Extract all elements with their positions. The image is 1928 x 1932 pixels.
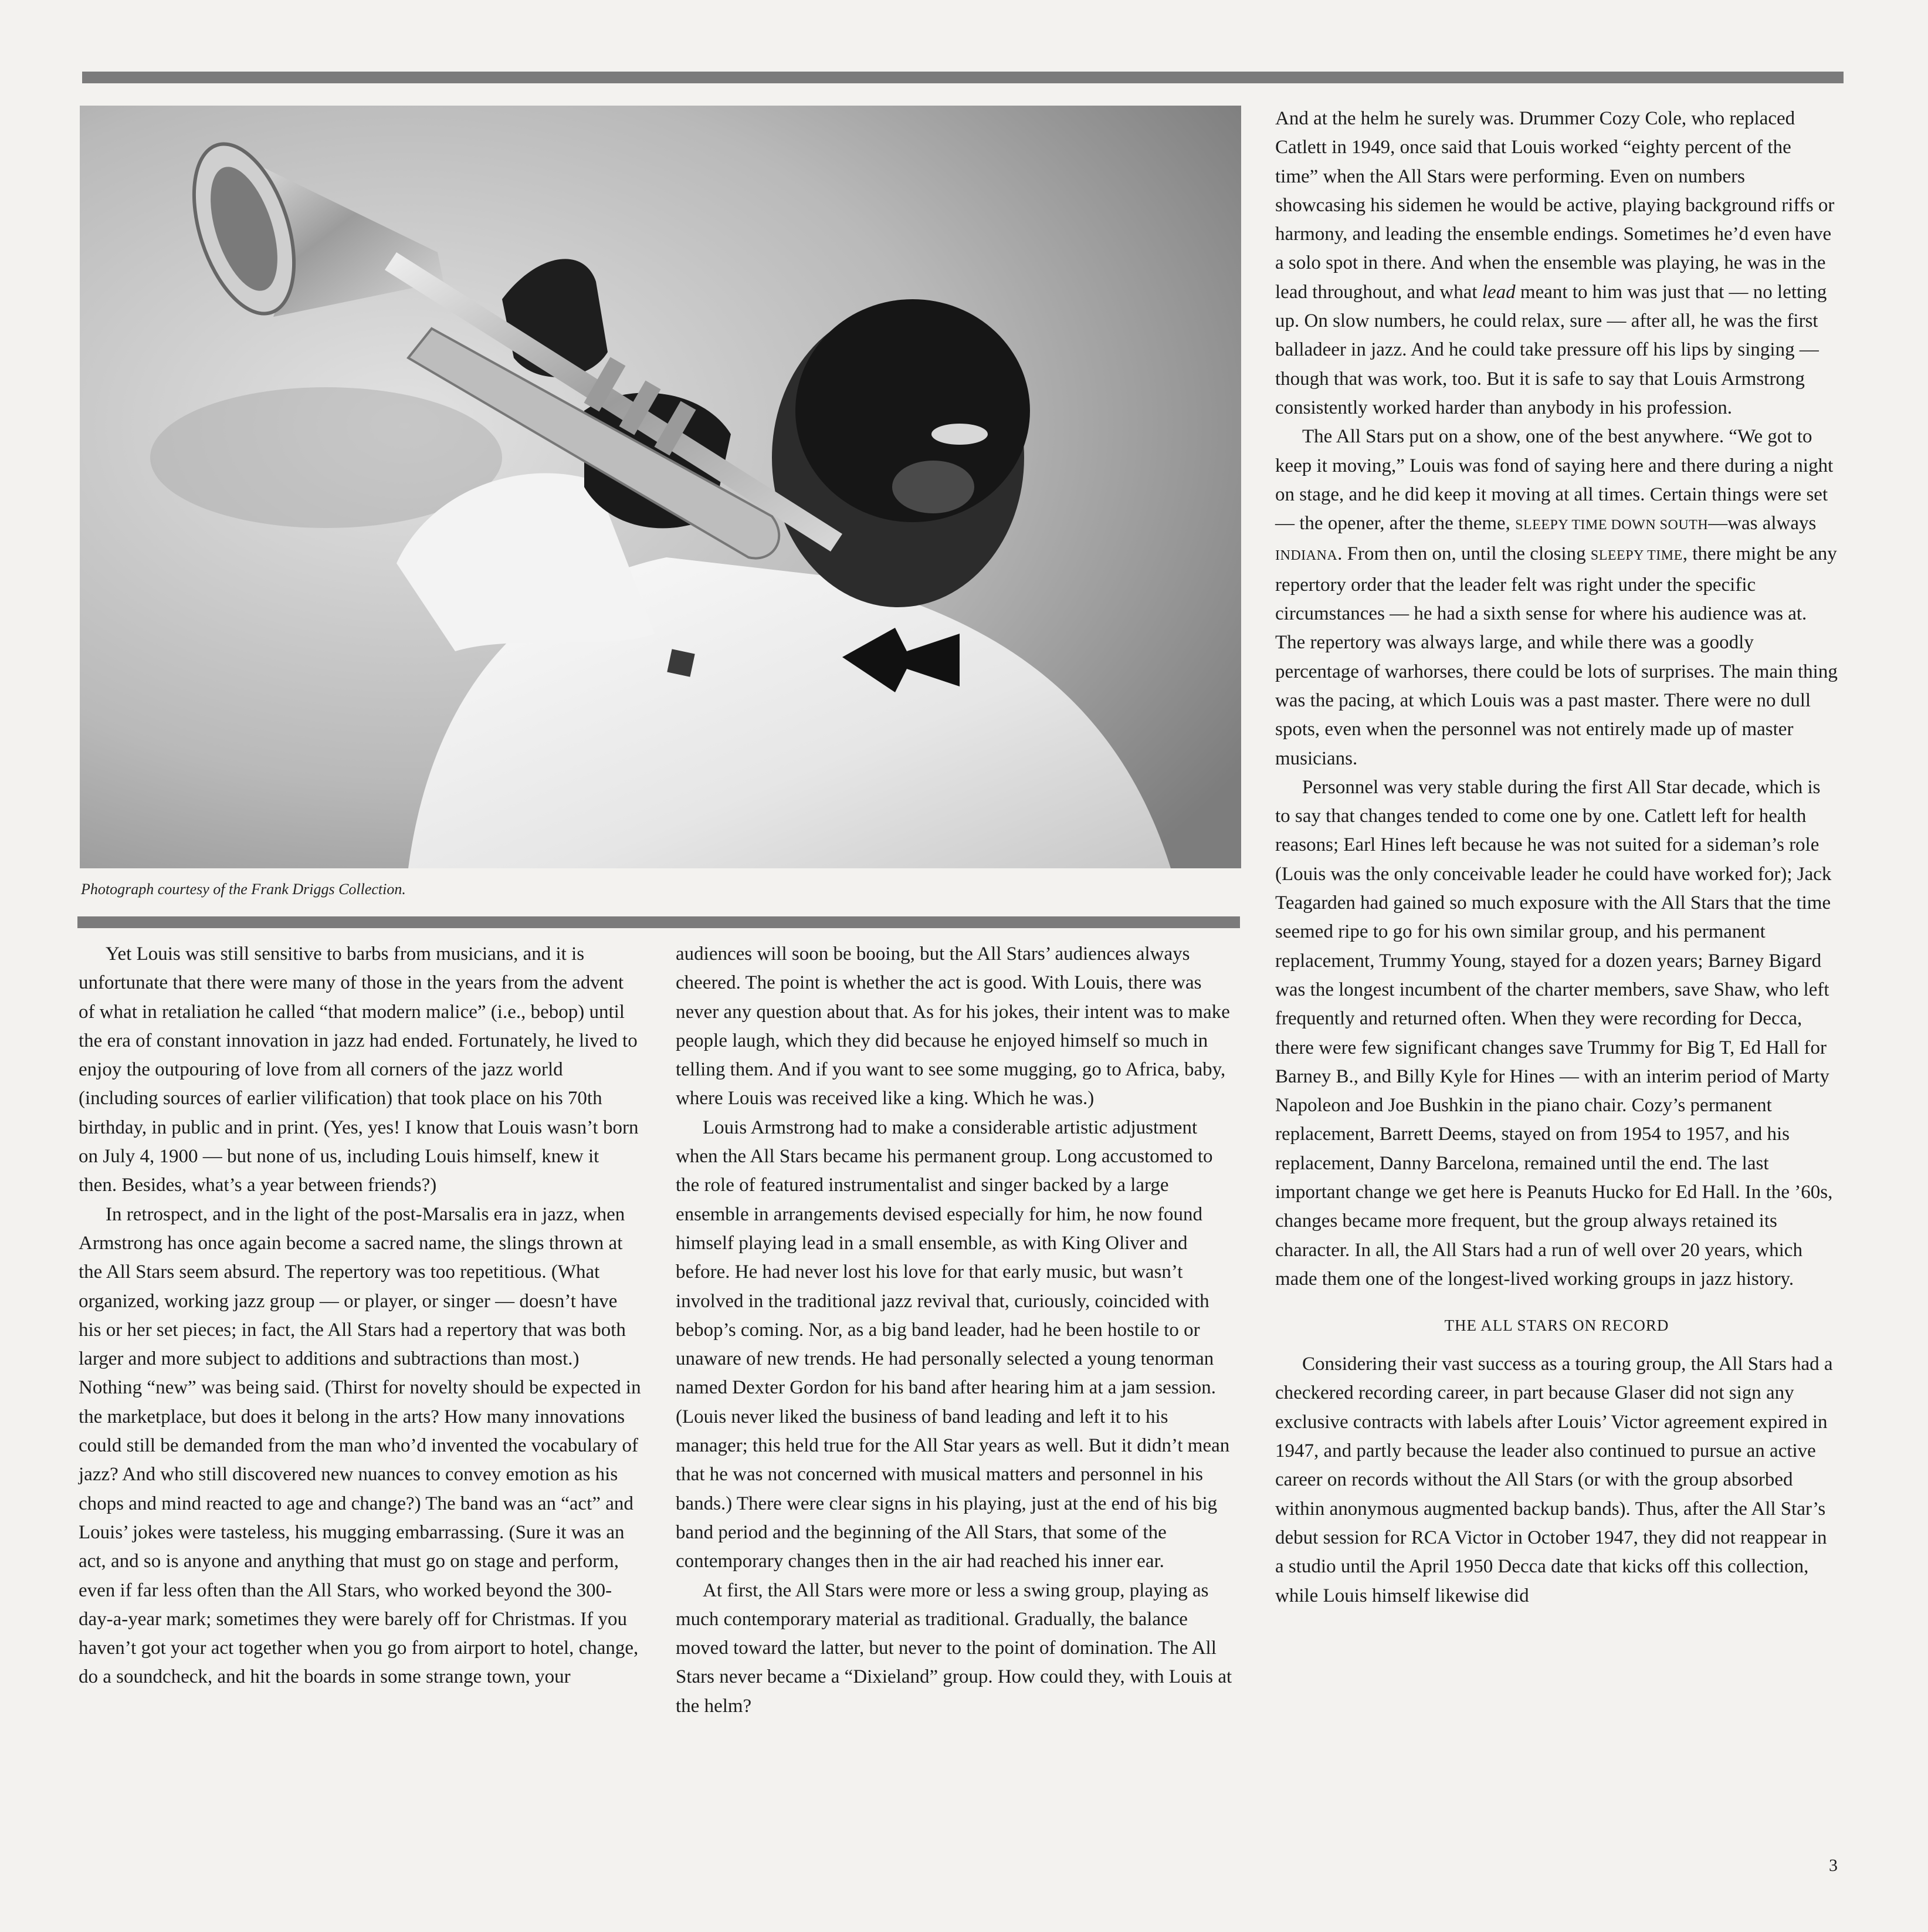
song-title: SLEEPY TIME	[1590, 548, 1683, 564]
paragraph	[1275, 104, 1838, 422]
song-title: SLEEPY TIME DOWN SOUTH	[1515, 517, 1709, 533]
paragraph: Personnel was very stable during the first All Star decade, which is to say that changes tended to come one by one. Catlett left for health reasons; Earl Hines left because he was not suited for a sideman’s role (Louis was the only conceivable leader he could have worked for); Jack Teagarden had gained so much exposure with the All Stars that the time seemed ripe to go for his own similar group, and his permanent replacement, Trummy Young, stayed for a dozen years; Barney Bigard was the longest incumbent of the charter members, save Shaw, who left frequently and returned often. When they were recording for Decca, there were few significant changes save Trummy for Big T, Ed Hall for Barney B., and Billy Kyle for Hines — with an interim period of Marty Napoleon and Joe Bushkin in the piano chair. Cozy’s permanent replacement, Barrett Deems, stayed on from 1954 to 1957, and his replacement, Danny Barcelona, remained until the end. The last important change we get here is Peanuts Hucko for Ed Hall. In the ’60s, changes became more frequent, but the group always retained its character. In all, the All Stars had a run of well over 20 years, which made them one of the longest-lived working groups in jazz history.	[1275, 776, 1833, 1290]
armstrong-photo-illustration	[80, 106, 1241, 868]
column-left	[79, 940, 642, 1692]
section-heading: THE ALL STARS ON RECORD	[1444, 1317, 1669, 1335]
paragraph: Louis Armstrong had to make a considerable artistic adjustment when the All Stars became his permanent group. Long accustomed to the role of featured instrumentalist and singer backed by a large ensemble in arrangements devised especially for him, he now found himself playing lead in a small ensemble, as with King Oliver and before. He had never lost his love for that early music, but wasn’t involved in the traditional jazz revival that, curiously, coincided with bebop’s coming. Nor, as a big band leader, had he been hostile to or unaware of new trends. He had personally selected a young tenorman named Dexter Gordon for his band after hearing him at a jam session. (Louis never liked the business of band leading and left it to his manager; this held true for the All Star years as well. But it didn’t mean that he was not concerned with musical matters and personnel in his bands.) There were clear signs in his playing, just at the end of his big band period and the beginning of the All Stars, that some of the contemporary changes then in the air had reached his inner ear.	[676, 1116, 1230, 1572]
paragraph: audiences will soon be booing, but the All Stars’ audiences always cheered. The point is whether the act is good. With Louis, there was never any question about that. As for his jokes, their intent was to make people laugh, which they did because he enjoyed himself so much in telling them. And if you want to see some mugging, go to Africa, baby, where Louis was received like a king. Which he was.)	[676, 943, 1230, 1109]
paragraph: Yet Louis was still sensitive to barbs from musicians, and it is unfortunate that there were many of those in the years from the advent of what in retaliation he called “that modern malice” (i.e., bebop) until the era of constant innovation in jazz had ended. Fortunately, he lived to enjoy the outpouring of love from all corners of the jazz world (including sources of earlier vilification) that took place on his 70th birthday, in public and in print. (Yes, yes! I know that Louis wasn’t born on July 4, 1900 — but none of us, including Louis himself, knew it then. Besides, what’s a year between friends?)	[79, 943, 639, 1196]
column-middle	[676, 940, 1239, 1721]
column-right	[1275, 104, 1838, 1610]
song-title: INDIANA	[1275, 548, 1338, 564]
paragraph: In retrospect, and in the light of the post-Marsalis era in jazz, when Armstrong has once again become a sacred name, the slings thrown at the All Stars seem absurd. The repertory was too repetitious. (What organized, working jazz group — or player, or singer — doesn’t have his or her set pieces; in fact, the All Stars had a repertory that was both larger and more subject to additions and subtractions than most.) Nothing “new” was being said. (Thirst for novelty should be expected in the marketplace, but does it belong in the arts? How many innovations could still be demanded from the man who’d invented the vocabulary of jazz? And who still discovered new nuances to convey emotion as his chops and mind reacted to age and change?) The band was an “act” and Louis’ jokes were tasteless, his mugging embarrassing. (Sure it was an act, and so is anyone and anything that must go on stage and perform, even if far less often than the All Stars, who worked beyond the 300-day-a-year mark; sometimes they were barely off for Christmas. If you haven’t got your act together when you go from airport to hotel, change, do a soundcheck, and hit the boards in some strange town, your	[79, 1203, 641, 1688]
paragraph: Considering their vast success as a touring group, the All Stars had a checkered recording career, in part because Glaser did not sign any exclusive contracts with labels after Louis’ Victor agreement expired in 1947, and partly because the leader also continued to pursue an active career on records without the All Stars (or with the group absorbed within anonymous augmented backup bands). Thus, after the All Star’s debut session for RCA Victor in October 1947, they did not reappear in a studio until the April 1950 Decca date that kicks off this collection, while Louis himself likewise did	[1275, 1354, 1833, 1606]
text-run: meant to him was just that — no letting up. On slow numbers, he could relax, sure — after all, he was the first balladeer in jazz. And he could take pressure off his lips by singing — though that was work, too. But it is safe to say that Louis Armstrong consistently worked harder than anybody in his profession.	[1275, 281, 1827, 418]
top-rule	[82, 72, 1844, 83]
paragraph: At first, the All Stars were more or less a swing group, playing as much contemporary material as traditional. Gradually, the balance moved toward the latter, but never to the point of domination. The All Stars never became a “Dixieland” group. How could they, with Louis at the helm?	[676, 1579, 1232, 1717]
text-run: The All Stars put on a show, one of the best anywhere. “We got to keep it moving,” Louis was fond of saying here and there during a night on stage, and he did keep it moving at all times. Certain things were set — the opener, after the theme,	[1275, 426, 1834, 534]
page-number: 3	[1829, 1856, 1838, 1875]
text-run: . From then on, until the closing	[1337, 543, 1591, 565]
photograph	[80, 106, 1241, 868]
photo-caption: Photograph courtesy of the Frank Driggs Collection.	[81, 881, 406, 898]
caption-rule	[77, 916, 1240, 928]
text-run: And at the helm he surely was. Drummer Cozy Cole, who replaced Catlett in 1949, once said that Louis worked “eighty percent of the time” when the All Stars were performing. Even on numbers showcasing his sidemen he would be active, playing background riffs or harmony, and leading the ensemble endings. Sometimes he’d even have a solo spot in there. And when the ensemble was playing, he was in the lead throughout, and what	[1275, 108, 1835, 303]
paragraph	[1275, 422, 1838, 773]
text-run: —was always	[1708, 513, 1817, 534]
emphasis: lead	[1482, 281, 1516, 303]
text-run: , there might be any repertory order that the leader felt was right under the specific circumstances — he had a sixth sense for where his audience was at. The repertory was always large, and while there was a goodly percentage of warhorses, there could be lots of surprises. The main thing was the pacing, at which Louis was a past master. There were no dull spots, even when the personnel was not entirely made up of master musicians.	[1275, 543, 1838, 769]
